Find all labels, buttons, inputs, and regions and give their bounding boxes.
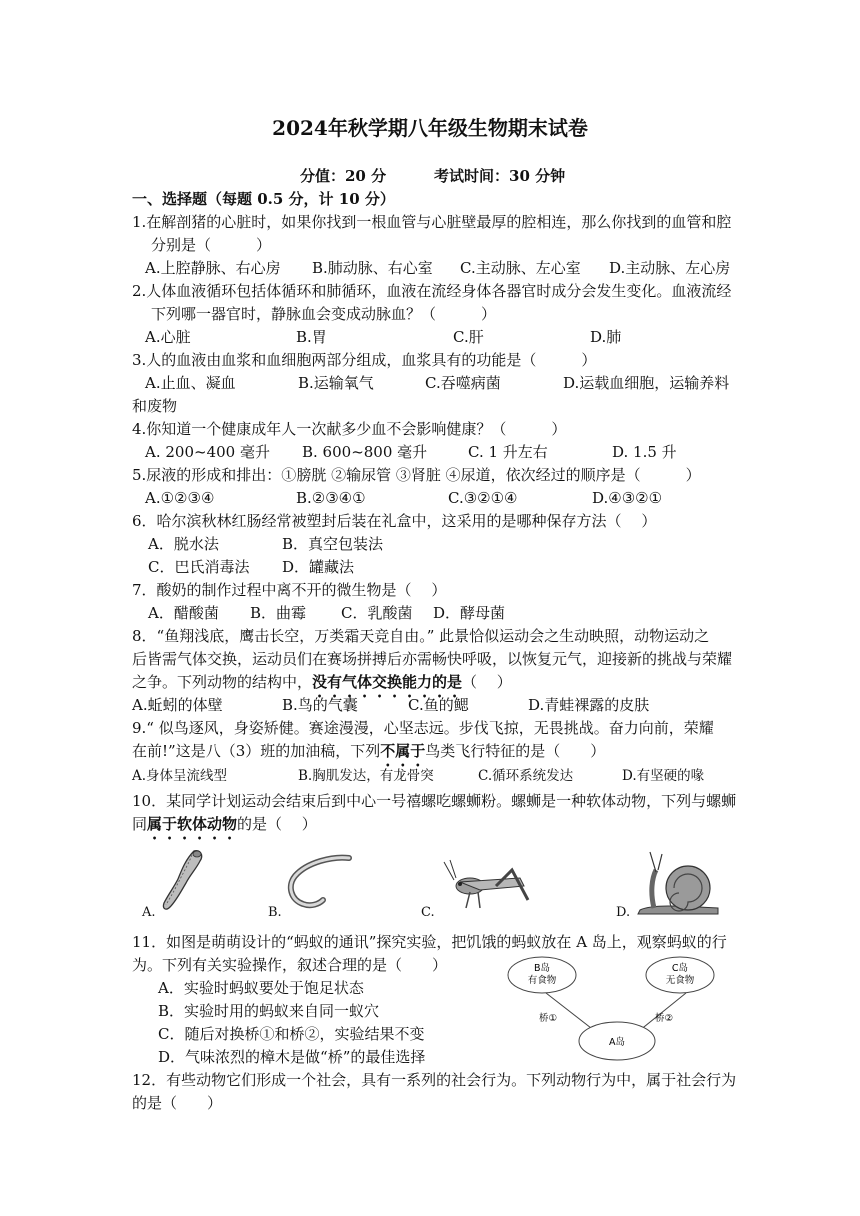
q9-option-c: C.循环系统发达 [478, 768, 574, 784]
q10-stem: 10．某同学计划运动会结束后到中心一号禧螺吃螺蛳粉。螺蛳是一种软体动物，下列与螺蛳 [132, 792, 737, 810]
q10-option-c: C. [421, 905, 435, 920]
q2-option-d: D.肺 [590, 328, 622, 346]
q3-option-a: A.止血、凝血 [145, 374, 236, 392]
q2-option-a: A.心脏 [145, 328, 191, 346]
q10-stem-cont [132, 814, 317, 843]
q3-stem: 3.人的血液由血浆和血细胞两部分组成，血浆具有的功能是（ ） [132, 351, 597, 369]
q8-option-c: C.鱼的鳃 [408, 696, 469, 714]
q6-option-a: A．脱水法 [148, 535, 219, 553]
q2-option-b: B.胃 [296, 328, 327, 346]
snail-image [632, 848, 724, 918]
q4-option-c: C. 1 升左右 [468, 443, 548, 461]
island-a-label: A岛 [609, 1037, 625, 1048]
q11-option-d: D．气味浓烈的樟木是做“桥”的最佳选择 [158, 1048, 426, 1066]
q9-option-a: A.身体呈流线型 [132, 768, 228, 784]
q6-option-c: C．巴氏消毒法 [148, 558, 250, 576]
q9-stem-part: 在前!”这是八（3）班的加油稿，下列 [132, 742, 381, 760]
q6-stem: 6．哈尔滨秋林红肠经常被塑封后装在礼盒中，这采用的是哪种保存方法（ ） [132, 512, 657, 530]
q7-option-b: B．曲霉 [250, 604, 307, 622]
q8-option-d: D.青蛙裸露的皮肤 [528, 696, 650, 714]
q1-option-a: A.上腔静脉、右心房 [145, 259, 281, 277]
ant-experiment-diagram [498, 955, 736, 1063]
island-c-food: 无食物 [665, 975, 695, 986]
q1-option-d: D.主动脉、左心房 [609, 259, 731, 277]
q11-stem-cont: 为。下列有关实验操作，叙述合理的是（ ） [132, 956, 448, 974]
q2-stem: 2.人体血液循环包括体循环和肺循环，血液在流经身体各器官时成分会发生变化。血液流经 [132, 282, 732, 300]
q10-option-d: D. [616, 905, 631, 920]
q5-option-b: B.②③④① [296, 489, 366, 507]
q11-option-b: B．实验时用的蚂蚁来自同一蚁穴 [158, 1002, 380, 1020]
q3-option-b: B.运输氧气 [298, 374, 374, 392]
q8-stem-part: 之争。下列动物的结构中， [132, 673, 313, 691]
q11-option-c: C．随后对换桥①和桥②，实验结果不变 [158, 1025, 425, 1043]
q10-stem-part: 同 [132, 815, 148, 833]
roundworm-image [283, 852, 355, 910]
q8-stem-cont: 后皆需气体交换，运动员们在赛场拼搏后亦需畅快呼吸，以恢复元气，迎接新的挑战与荣耀 [132, 650, 733, 668]
q7-stem: 7．酸奶的制作过程中离不开的微生物是（ ） [132, 581, 447, 599]
grasshopper-image [440, 856, 532, 918]
section-heading: 一、选择题（每题 0.5 分，计 10 分） [132, 190, 395, 208]
time-label: 考试时间：30 分钟 [434, 167, 566, 185]
bridge-1-label: 桥① [538, 1013, 558, 1024]
score-label: 分值：20 分 [300, 167, 387, 185]
q7-option-c: C．乳酸菌 [341, 604, 413, 622]
q7-option-d: D．酵母菌 [433, 604, 506, 622]
q8-option-b: B.鸟的气囊 [282, 696, 358, 714]
q3-option-d: D.运载血细胞，运输养料 [563, 374, 730, 392]
q1-option-b: B.肺动脉、右心室 [312, 259, 433, 277]
q5-option-c: C.③②①④ [448, 489, 518, 507]
q6-option-b: B．真空包装法 [282, 535, 384, 553]
q7-option-a: A．醋酸菌 [148, 604, 219, 622]
q6-option-d: D．罐藏法 [282, 558, 355, 576]
island-b-label: B岛 [533, 963, 551, 974]
q8-emphasis: 没有气体交换能力的是 [312, 673, 463, 691]
q4-stem: 4.你知道一个健康成年人一次献多少血不会影响健康？（ ） [132, 420, 567, 438]
bridge-2-label: 桥② [654, 1013, 674, 1024]
q4-option-b: B. 600~800 毫升 [302, 443, 428, 461]
q2-stem-cont: 下列哪一器官时，静脉血会变成动脉血？（ ） [151, 305, 497, 323]
q8-option-a: A.蚯蚓的体壁 [132, 696, 223, 714]
q9-stem: 9.“ 似鸟逐风，身姿矫健。赛途漫漫，心坚志远。步伐飞掠，无畏挑战。奋力向前，荣耀 [132, 719, 714, 737]
exam-title: 2024年秋学期八年级生物期末试卷 [272, 116, 588, 140]
island-b-food: 有食物 [527, 975, 557, 986]
q4-option-d: D. 1.5 升 [612, 443, 677, 461]
q9-stem-end: 鸟类飞行特征的是（ ） [425, 742, 606, 760]
q5-option-d: D.④③②① [592, 489, 663, 507]
q12-stem-cont: 的是（ ） [132, 1094, 223, 1112]
q8-stem: 8．“鱼翔浅底，鹰击长空，万类霜天竞自由。” 此景恰似运动会之生动映照，动物运动之 [132, 627, 710, 645]
q11-option-a: A．实验时蚂蚁要处于饱足状态 [158, 979, 364, 997]
q11-stem: 11．如图是萌萌设计的“蚂蚁的通讯”探究实验，把饥饿的蚂蚁放在 A 岛上，观察蚂蚁的行 [132, 933, 727, 951]
q3-option-d-cont: 和废物 [132, 397, 178, 415]
q10-option-a: A. [142, 905, 156, 920]
q10-option-b: B. [268, 905, 282, 920]
q1-stem: 1.在解剖猪的心脏时，如果你找到一根血管与心脏壁最厚的腔相连，那么你找到的血管和腔 [132, 213, 732, 231]
q9-option-b: B.胸肌发达，有龙骨突 [298, 768, 434, 784]
q5-option-a: A.①②③④ [145, 489, 215, 507]
q3-option-c: C.吞噬病菌 [425, 374, 501, 392]
island-c-label: C岛 [671, 963, 689, 974]
q4-option-a: A. 200~400 毫升 [145, 443, 270, 461]
q9-emphasis: 不属于 [380, 742, 426, 760]
q10-blank: 的是（ ） [237, 815, 317, 833]
leech-image [156, 845, 216, 915]
q9-option-d: D.有坚硬的喙 [622, 768, 705, 784]
q5-stem: 5.尿液的形成和排出：①膀胱 ②输尿管 ③肾脏 ④尿道，依次经过的顺序是（ ） [132, 466, 701, 484]
q12-stem: 12．有些动物它们形成一个社会，具有一系列的社会行为。下列动物行为中，属于社会行为 [132, 1071, 737, 1089]
q8-blank: （ ） [462, 673, 512, 691]
q10-emphasis: 属于软体动物 [147, 815, 238, 833]
q1-option-c: C.主动脉、左心室 [460, 259, 581, 277]
q2-option-c: C.肝 [453, 328, 484, 346]
q1-stem-cont: 分别是（ ） [151, 236, 272, 254]
